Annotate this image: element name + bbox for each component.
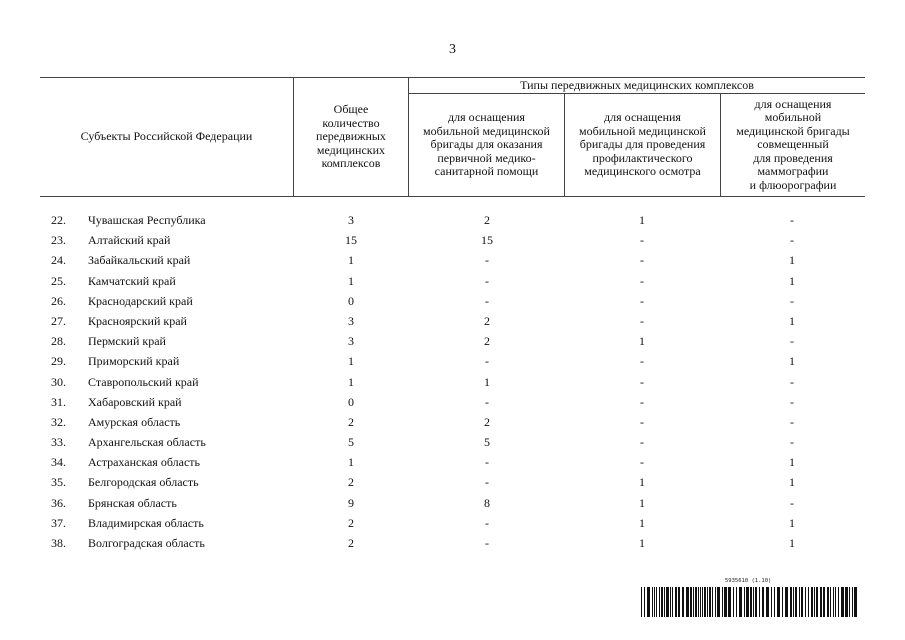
barcode-bar — [682, 587, 684, 617]
header-types-group — [409, 78, 865, 93]
table-row — [0, 331, 905, 351]
row-type1: - — [485, 273, 489, 288]
row-type2: 1 — [639, 495, 645, 510]
table-row — [0, 472, 905, 492]
barcode-bar — [795, 587, 797, 617]
row-subject: Краснодарский край — [88, 293, 193, 308]
row-type3: 1 — [789, 455, 795, 470]
row-subject: Хабаровский край — [88, 394, 182, 409]
row-type3: 1 — [789, 354, 795, 369]
row-subject: Волгоградская область — [88, 536, 205, 550]
row-type3: - — [790, 374, 794, 389]
barcode-bar — [672, 587, 673, 617]
page-number: 3 — [449, 42, 456, 57]
barcode-caption: 5935610 (1.10) — [725, 578, 772, 584]
barcode-bar — [835, 587, 836, 617]
header-line: мобильной — [764, 110, 822, 125]
barcode-bar — [790, 587, 792, 617]
row-total: 3 — [348, 334, 354, 349]
barcode-bar — [750, 587, 752, 617]
row-type1: - — [485, 293, 489, 308]
header-line: для проведения — [753, 150, 833, 165]
row-type3: 1 — [789, 515, 795, 530]
barcode-bar — [838, 587, 839, 617]
barcode-bar — [722, 587, 723, 617]
header-type2-text — [579, 111, 706, 179]
barcode-bar — [659, 587, 660, 617]
row-total: 5 — [348, 435, 354, 450]
barcode-bar — [728, 587, 731, 617]
header-line: бригады для проведения — [579, 137, 706, 152]
barcode-bar — [845, 587, 848, 617]
row-number: 22. — [51, 213, 66, 227]
row-type1: - — [485, 394, 489, 409]
header-subjects — [40, 78, 293, 196]
header-type2 — [565, 94, 720, 196]
barcode-bar — [774, 587, 775, 617]
barcode-bar — [704, 587, 706, 617]
header-line: первичной медико- — [437, 150, 536, 165]
row-subject: Амурская область — [88, 414, 181, 429]
header-line: мобильной медицинской — [423, 123, 550, 138]
row-type1: - — [485, 253, 489, 268]
row-total: 0 — [348, 394, 354, 409]
row-subject: Красноярский край — [88, 313, 187, 328]
header-line: комплексов — [321, 156, 381, 171]
barcode-bar — [661, 587, 663, 617]
barcode-bar — [666, 587, 669, 617]
barcode-bar — [715, 587, 716, 617]
table-row — [0, 311, 905, 331]
barcode-bar — [686, 587, 689, 617]
row-type2: 1 — [639, 334, 645, 349]
row-total: 1 — [348, 374, 354, 389]
row-type2: 1 — [639, 536, 645, 550]
barcode-bars — [641, 587, 859, 617]
barcode-bar — [678, 587, 680, 617]
row-number: 32. — [51, 414, 66, 429]
row-type1: - — [485, 455, 489, 470]
row-subject: Ставропольский край — [88, 374, 199, 389]
barcode-bar — [777, 587, 780, 617]
barcode-bar — [854, 587, 857, 617]
row-total: 3 — [348, 313, 354, 328]
row-subject: Владимирская область — [88, 515, 204, 530]
barcode-bar — [675, 587, 677, 617]
row-number: 23. — [51, 233, 66, 248]
row-type3: - — [790, 414, 794, 429]
table-row — [0, 533, 905, 553]
row-type3: - — [790, 435, 794, 450]
barcode-bar — [746, 587, 749, 617]
barcode-bar — [707, 587, 708, 617]
barcode-bar — [724, 587, 727, 617]
row-subject: Архангельская область — [88, 435, 206, 450]
barcode-bar — [736, 587, 737, 617]
table-row — [0, 412, 905, 432]
barcode-bar — [654, 587, 655, 617]
row-number: 26. — [51, 293, 66, 308]
header-total-text — [316, 103, 386, 171]
row-type1: 2 — [484, 313, 490, 328]
barcode-bar — [755, 587, 757, 617]
table-row — [0, 452, 905, 472]
row-number: 25. — [51, 273, 66, 288]
row-type2: - — [640, 394, 644, 409]
row-type1: 2 — [484, 414, 490, 429]
header-total — [294, 78, 408, 196]
barcode-bar — [753, 587, 754, 617]
header-line: для оснащения — [448, 110, 525, 125]
row-total: 2 — [348, 414, 354, 429]
table-row — [0, 513, 905, 533]
row-type1: - — [485, 515, 489, 530]
row-subject: Приморский край — [88, 354, 180, 369]
row-type1: 1 — [484, 374, 490, 389]
barcode-bar — [712, 587, 713, 617]
barcode-bar — [690, 587, 692, 617]
header-line: Общее — [333, 102, 369, 117]
barcode-bar — [793, 587, 794, 617]
row-number: 36. — [51, 495, 66, 510]
table-row — [0, 493, 905, 513]
row-type3: 1 — [789, 475, 795, 490]
barcode-bar — [700, 587, 701, 617]
header-types-group-text: Типы передвижных медицинских комплексов — [520, 77, 754, 92]
barcode-bar — [782, 587, 783, 617]
barcode-bar — [841, 587, 844, 617]
header-line: бригады для оказания — [430, 137, 543, 152]
barcode-bar — [670, 587, 671, 617]
table-row — [0, 250, 905, 270]
row-type2: - — [640, 293, 644, 308]
barcode-bar — [771, 587, 772, 617]
barcode-bar — [759, 587, 760, 617]
barcode-bar — [766, 587, 769, 617]
header-bottom-rule — [40, 196, 865, 197]
barcode-bar — [833, 587, 834, 617]
table-row — [0, 432, 905, 452]
row-type1: - — [485, 354, 489, 369]
barcode-bar — [811, 587, 813, 617]
header-line: профилактического — [592, 150, 693, 165]
table-row — [0, 392, 905, 412]
barcode-bar — [823, 587, 825, 617]
header-type3-text — [736, 98, 849, 193]
row-number: 33. — [51, 435, 66, 450]
table-row — [0, 291, 905, 311]
header-line: медицинской бригады — [736, 123, 850, 138]
row-type1: 8 — [484, 495, 490, 510]
barcode-bar — [693, 587, 694, 617]
row-subject: Алтайский край — [88, 233, 171, 248]
row-number: 24. — [51, 253, 66, 268]
header-line: санитарной помощи — [434, 164, 539, 179]
row-type1: 15 — [481, 233, 493, 248]
barcode-bar — [814, 587, 815, 617]
header-subjects-text: Субъекты Российской Федерации — [80, 129, 253, 144]
barcode-bar — [820, 587, 822, 617]
row-type2: - — [640, 414, 644, 429]
barcode-bar — [739, 587, 742, 617]
row-subject: Камчатский край — [88, 273, 176, 288]
row-type2: - — [640, 253, 644, 268]
row-total: 2 — [348, 475, 354, 490]
row-type3: 1 — [789, 313, 795, 328]
header-line: количество — [322, 115, 380, 130]
row-total: 3 — [348, 213, 354, 227]
row-total: 1 — [348, 253, 354, 268]
header-line: медицинского осмотра — [584, 164, 701, 179]
row-type3: - — [790, 213, 794, 227]
barcode-bar — [641, 587, 642, 617]
row-subject: Забайкальский край — [88, 253, 191, 268]
barcode-bar — [785, 587, 788, 617]
barcode-bar — [644, 587, 645, 617]
row-type2: - — [640, 233, 644, 248]
table-row — [0, 372, 905, 392]
header-type1 — [409, 94, 564, 196]
row-type3: - — [790, 233, 794, 248]
row-number: 37. — [51, 515, 66, 530]
row-total: 1 — [348, 455, 354, 470]
header-line: маммографии — [757, 164, 829, 179]
barcode-bar — [698, 587, 699, 617]
row-number: 29. — [51, 354, 66, 369]
header-line: совмещенный — [757, 137, 829, 152]
row-total: 2 — [348, 536, 354, 550]
row-type2: - — [640, 354, 644, 369]
row-number: 31. — [51, 394, 66, 409]
row-total: 9 — [348, 495, 354, 510]
row-type2: 1 — [639, 475, 645, 490]
row-type3: - — [790, 495, 794, 510]
header-line: и флюорографии — [749, 177, 837, 192]
barcode-bar — [827, 587, 829, 617]
header-line: передвижных — [316, 129, 386, 144]
row-subject: Пермский край — [88, 334, 166, 349]
row-type3: - — [790, 394, 794, 409]
barcode-bar — [744, 587, 745, 617]
barcode-bar — [801, 587, 803, 617]
row-subject: Астраханская область — [88, 455, 200, 470]
row-type3: 1 — [789, 253, 795, 268]
table-row — [0, 230, 905, 250]
header-line: медицинских — [316, 142, 386, 157]
barcode-bar — [799, 587, 800, 617]
row-type1: 5 — [484, 435, 490, 450]
row-subject: Брянская область — [88, 495, 177, 510]
header-type1-text — [423, 111, 550, 179]
table-row — [0, 210, 905, 230]
barcode-bar — [695, 587, 697, 617]
row-type3: - — [790, 293, 794, 308]
row-type2: - — [640, 374, 644, 389]
table-body — [0, 210, 905, 553]
barcode-bar — [702, 587, 703, 617]
row-type2: - — [640, 273, 644, 288]
table-row — [0, 351, 905, 371]
row-total: 15 — [345, 233, 357, 248]
row-type1: - — [485, 475, 489, 490]
row-type2: 1 — [639, 213, 645, 227]
row-subject: Белгородская область — [88, 475, 199, 490]
barcode — [641, 578, 859, 618]
row-type1: 2 — [484, 213, 490, 227]
barcode-bar — [652, 587, 653, 617]
row-number: 34. — [51, 455, 66, 470]
row-number: 28. — [51, 334, 66, 349]
barcode-bar — [805, 587, 806, 617]
header-type3 — [721, 94, 865, 196]
row-number: 38. — [51, 536, 66, 550]
row-subject: Чувашская Республика — [88, 213, 206, 227]
barcode-bar — [717, 587, 720, 617]
barcode-bar — [709, 587, 711, 617]
barcode-bar — [656, 587, 657, 617]
row-total: 1 — [348, 354, 354, 369]
row-total: 2 — [348, 515, 354, 530]
row-number: 27. — [51, 313, 66, 328]
row-type3: 1 — [789, 273, 795, 288]
row-type2: - — [640, 435, 644, 450]
row-type2: - — [640, 313, 644, 328]
barcode-bar — [733, 587, 734, 617]
row-total: 0 — [348, 293, 354, 308]
row-type2: 1 — [639, 515, 645, 530]
row-type3: - — [790, 334, 794, 349]
row-total: 1 — [348, 273, 354, 288]
barcode-bar — [808, 587, 809, 617]
header-line: для оснащения — [604, 110, 681, 125]
header-line: мобильной медицинской — [579, 123, 706, 138]
barcode-bar — [647, 587, 650, 617]
row-number: 35. — [51, 475, 66, 490]
header-line: для оснащения — [754, 96, 832, 111]
barcode-bar — [852, 587, 853, 617]
table-row — [0, 271, 905, 291]
row-type3: 1 — [789, 536, 795, 550]
barcode-bar — [830, 587, 831, 617]
row-type1: 2 — [484, 334, 490, 349]
row-number: 30. — [51, 374, 66, 389]
barcode-bar — [664, 587, 665, 617]
row-type2: - — [640, 455, 644, 470]
row-type1: - — [485, 536, 489, 550]
barcode-bar — [849, 587, 850, 617]
barcode-bar — [762, 587, 764, 617]
barcode-bar — [816, 587, 818, 617]
